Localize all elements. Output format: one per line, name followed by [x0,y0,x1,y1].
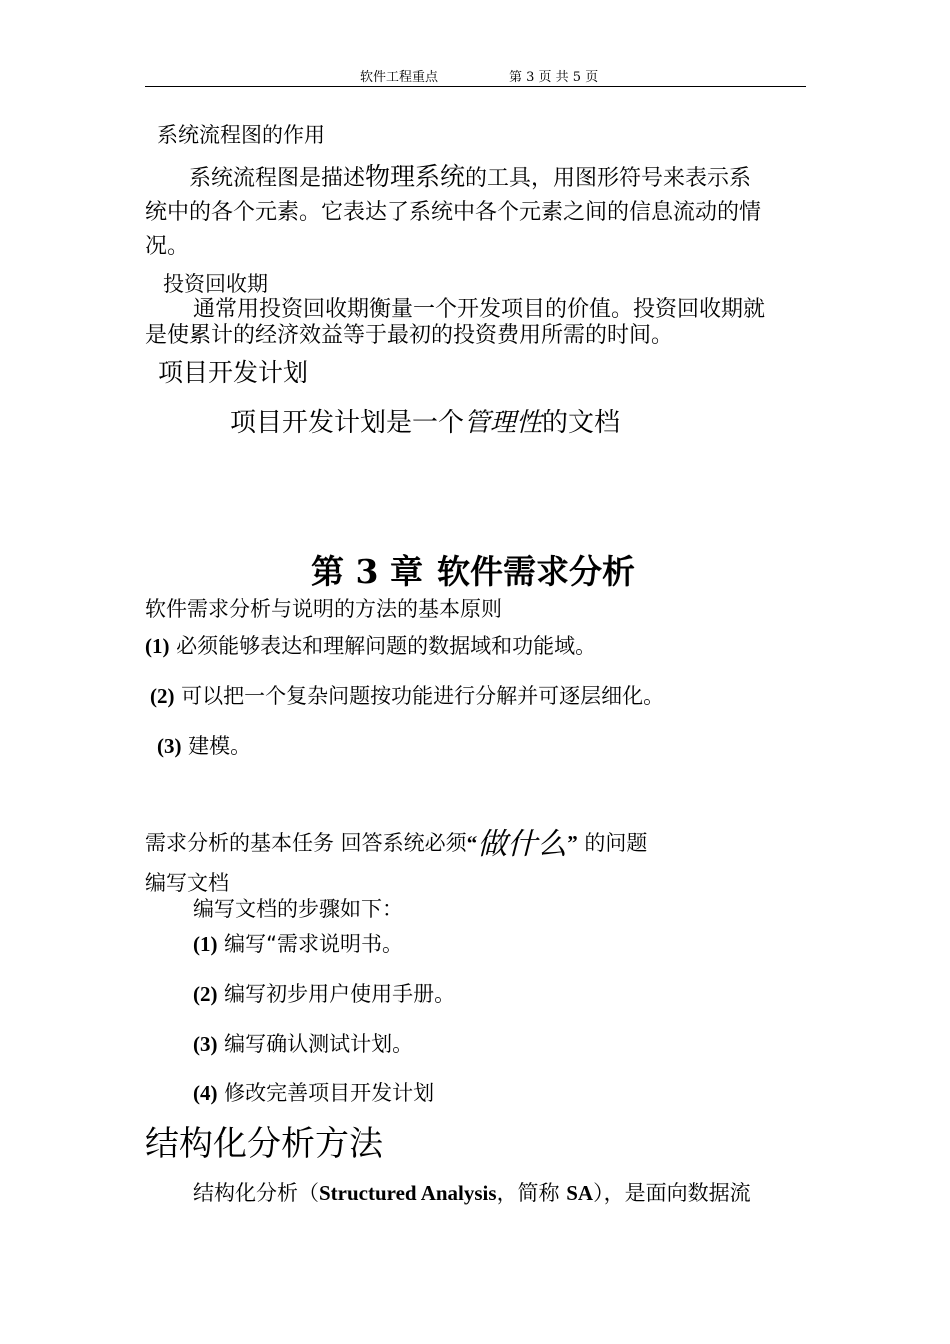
list-item-text: 必须能够表达和理解问题的数据域和功能域。 [169,634,597,658]
list-item [157,736,251,757]
list-item-number: (3) [193,1032,218,1056]
list-item [145,636,596,657]
list-item-text: 编写确认测试计划。 [217,1032,414,1056]
right-quote: ” [567,831,578,855]
list-item [193,984,455,1005]
paragraph-text: 项目开发计划是一个 [230,408,465,438]
emphasis-management: 管理性 [464,408,543,438]
left-quote: “ [466,831,478,855]
list-item-text: 编写初步用户使用手册。 [217,982,456,1006]
list-item-number: (1) [145,634,170,658]
chapter-number: 第 3 章 [311,552,423,591]
section-heading-project-plan: 项目开发计划 [158,358,309,387]
paragraph-text: 结构化分析（ [193,1181,319,1205]
paragraph-text: 系统流程图是描述 [189,166,366,191]
paragraph-line [230,410,620,436]
list-item [193,934,403,955]
list-item-text: 可以把一个复杂问题按功能进行分解并可逐层细化。 [174,684,665,708]
paragraph-text: ，简称 [496,1181,567,1205]
list-item [193,1034,413,1055]
list-item-number: (2) [150,684,175,708]
term-sa: SA [566,1181,594,1205]
basic-task-text: 的问题 [577,831,648,855]
list-item-text: 建模。 [181,734,252,758]
paragraph-line: 统中的各个元素。它表达了系统中各个元素之间的信息流动的情 [145,200,762,225]
section-heading-structured-analysis: 结构化分析方法 [145,1124,383,1164]
section-heading-payback-period: 投资回收期 [163,272,268,296]
basic-task-text: 需求分析的基本任务 回答系统必须 [145,831,467,855]
chapter-title: 软件需求分析 [436,552,635,591]
docs-heading: 编写文档 [145,871,229,895]
principles-heading: 软件需求分析与说明的方法的基本原则 [145,597,502,621]
paragraph-text: 的文档 [542,408,621,438]
term-structured-analysis: Structured Analysis [319,1181,497,1205]
paragraph-line [189,164,751,190]
page-header [145,64,806,87]
paragraph-line: 是使累计的经济效益等于最初的投资费用所需的时间。 [145,323,674,348]
basic-task-line [145,827,648,862]
list-item-text: 修改完善项目开发计划 [217,1081,435,1105]
section-heading-system-flowchart: 系统流程图的作用 [157,123,325,147]
list-item-number: (1) [193,932,218,956]
list-item-number: (2) [193,982,218,1006]
list-item-number: (4) [193,1081,218,1105]
paragraph-line: 通常用投资回收期衡量一个开发项目的价值。投资回收期就 [193,297,766,322]
list-item [193,1083,434,1104]
list-item [150,686,664,707]
header-page-number: 第 3 页 共 5 页 [509,70,599,85]
list-item-text: 编写“需求说明书。 [217,932,404,956]
paragraph-line: 况。 [145,234,190,259]
chapter-heading [311,552,635,591]
paragraph-text: 的工具，用图形符号来表示系 [465,166,752,191]
header-title: 软件工程重点 [360,70,439,85]
emphasis-physical-system: 物理系统 [365,162,466,191]
emphasis-what-to-do: 做什么 [477,827,568,862]
list-item-number: (3) [157,734,182,758]
docs-intro: 编写文档的步骤如下： [193,897,403,921]
paragraph-text: ），是面向数据流 [593,1181,751,1205]
paragraph-line [193,1183,751,1204]
